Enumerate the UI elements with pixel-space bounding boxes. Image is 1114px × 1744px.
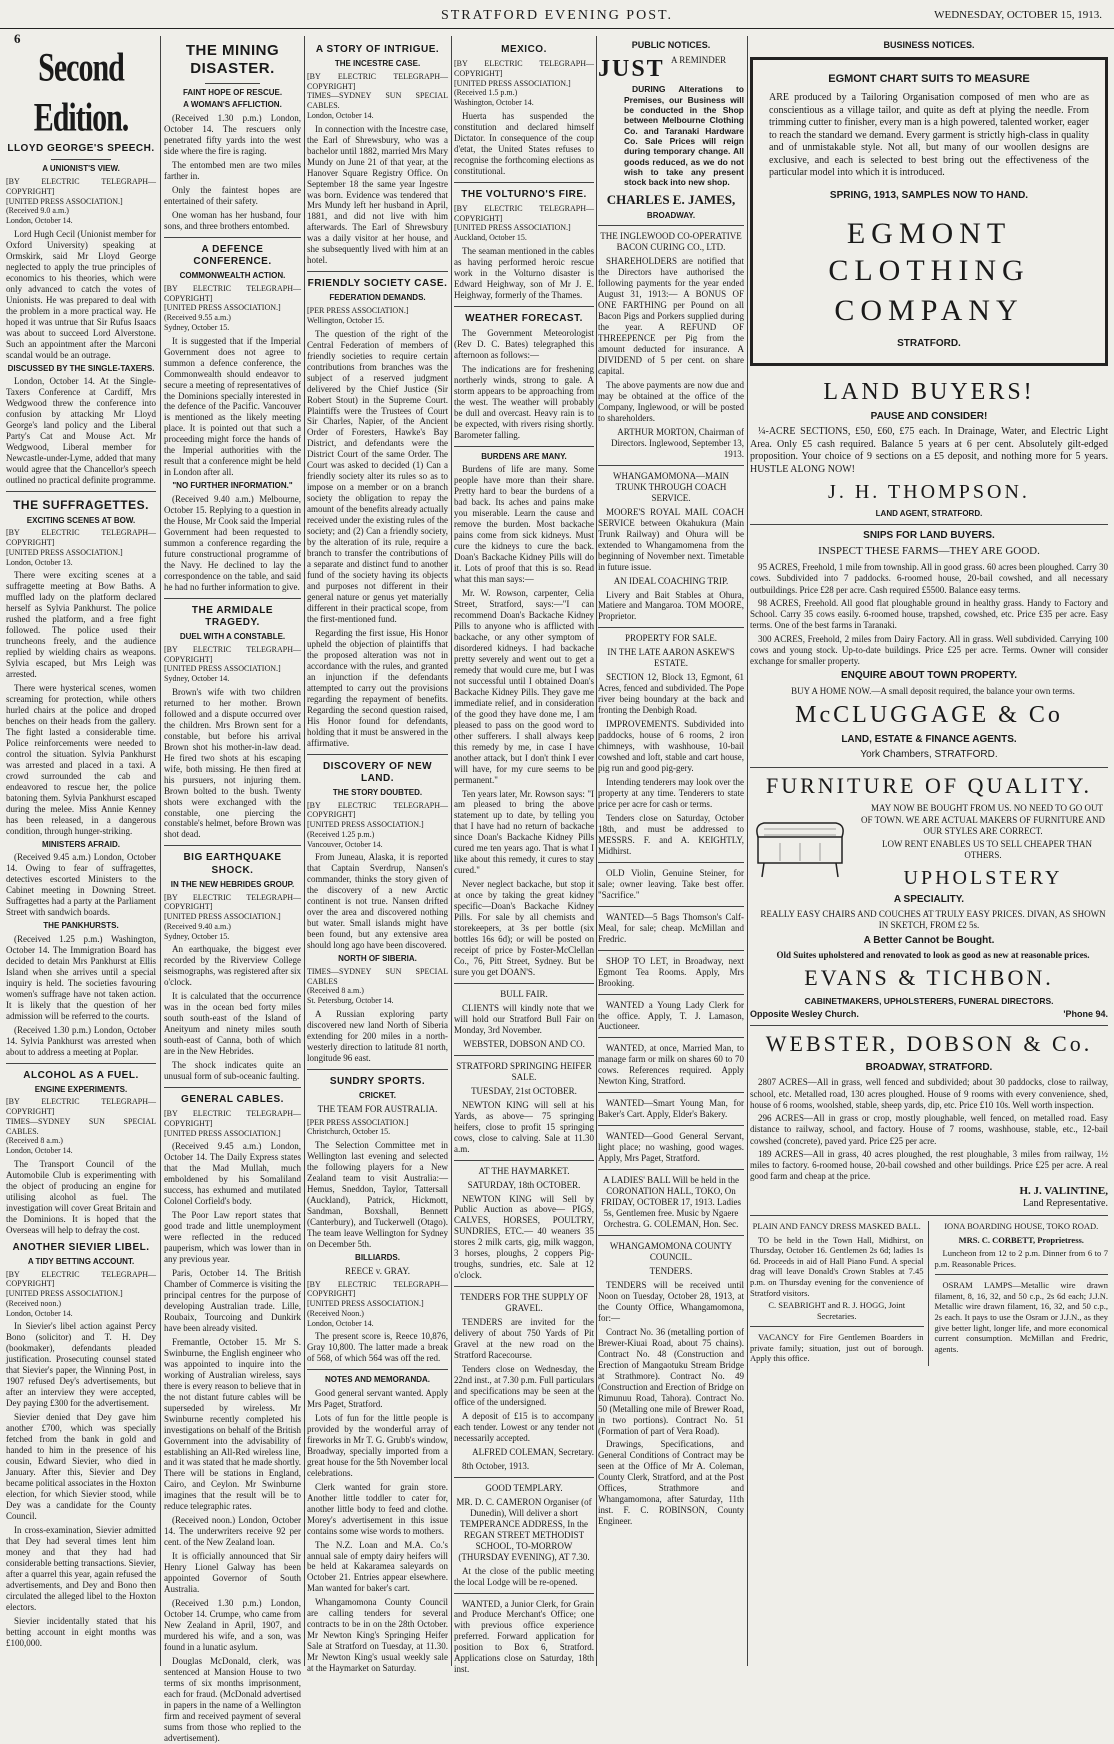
article-paragraph: Mr. W. Rowson, carpenter, Celia Street, Stratford, says:—"I can recommend Doan's Backache Kidney Pills to anyone who is afflicted with backache, or any other symptom of disordered kidneys. I had backache pretty severely and went out to get a remedy that would cure me, but I was not successful until I obtained Doan's Backache Kidney Pills. They gave me immediate relief, and in consideration of the good they have done me, I am pleased to pass on the good word to other sufferers. I shall always keep this remedy by me, in case I have another attack, but I don't think I ever will have, for my cure seems to be permanent." — [454, 588, 594, 785]
ad-signature: WEBSTER, DOBSON AND CO. — [463, 1038, 585, 1049]
column-6 — [750, 38, 1108, 1664]
wire-credit: [BY ELECTRIC TELEGRAPH—COPYRIGHT] [UNITED PRESS ASSOCIATION.] (Received 9.55 a.m.) Sydney, October 15. — [164, 283, 301, 332]
article-paragraph: Lots of fun for the little people is provided by the wonderful array of fireworks in Mr T. G. Grubb's window, Broadway, specially imported from a great house for the 5th November local celebrations. — [307, 1412, 448, 1478]
ad-company: CHARLES E. JAMES, — [606, 191, 736, 207]
ad-heading: FURNITURE OF QUALITY. — [766, 772, 1092, 798]
ad-paragraph: Contract No. 36 (metalling portion of Brewer-Kiuai Road, about 75 chains). Contract No. 48 (Construction and Erection of Mangaotuku Stream Bridge at Strathmore). Contract No. 49 (Construction and Erection of Bridge on Rimunuu Road, Tahora). Contract No. 50 (Metalling one mile of Brewer Road, in two portions). Contract No. 51 (Formation of part of Vera Road). — [598, 1326, 744, 1436]
masthead — [0, 0, 1114, 29]
ad-company: EVANS & TICHBON. — [804, 965, 1054, 991]
subheadline: DUEL WITH A CONSTABLE. — [179, 632, 286, 642]
ad-paragraph: Tenders close on Saturday, October 18th, and must be addressed to MESSRS. F. and A. KEIGHTLY, Midhirst. — [598, 812, 744, 856]
ad-heading: WHANGAMOMONA COUNTY COUNCIL. — [609, 1241, 733, 1262]
ad-subheading: CABINETMAKERS, UPHOLSTERERS, FUNERAL DIRECTORS. — [804, 995, 1054, 1006]
wire-credit: [BY ELECTRIC TELEGRAPH—COPYRIGHT] [UNITED PRESS ASSOCIATION.] (Received 1.5 p.m.) Washington, October 14. — [454, 59, 594, 108]
ad-subheading: A Better Cannot be Bought. — [863, 934, 995, 946]
subheadline: THE INCESTRE CASE. — [334, 59, 421, 69]
article-paragraph: There were hysterical scenes, women screaming for protection, while others hurled chairs at the police and droped benches on their heads from the gallery. The fight lasted a considerable time. Police reinforcements were needed to control the situation. Sylvia Pankhurst was arrested and placed in a taxi. A crowd surrounded the cab and endeavored to rescue her, the police batoning them. Sylvia Pankhurst escaped during the melee. Miss Annie Kenney has been released, in a dangerous condition, through hunger-striking. — [6, 683, 156, 836]
wire-credit: [BY ELECTRIC TELEGRAPH—COPYRIGHT] [UNITED PRESS ASSOCIATION.] (Received noon.) London, October 14. — [6, 1269, 156, 1318]
ad-paragraph: NEWTON KING will sell at his Yards, as above— 75 springing heifers, close to profit 15 springing cows, close to calving. Sale at 11.30 a.m. — [454, 1099, 594, 1154]
subheadline: A UNIONIST'S VIEW. — [42, 164, 120, 174]
headline: SUNDRY SPORTS. — [329, 1075, 426, 1087]
wire-credit: [BY ELECTRIC TELEGRAPH—COPYRIGHT] [UNITED PRESS ASSOCIATION.] London, October 13. — [6, 528, 156, 567]
ad-heading: IONA BOARDING HOUSE, TOKO ROAD. — [944, 1221, 1099, 1232]
headline: GENERAL CABLES. — [181, 1093, 284, 1105]
ad-phone: 'Phone 94. — [1063, 1009, 1108, 1020]
article-paragraph: The shock indicates quite an unusual form of sub-oceanic faulting. — [164, 1059, 301, 1081]
wire-credit: [PER PRESS ASSOCIATION.] Christchurch, October 15. — [307, 1117, 409, 1137]
ad-heading: PLAIN AND FANCY DRESS MASKED BALL. — [752, 1221, 921, 1232]
ad-subheading: MRS. C. CORBETT, Proprietress. — [958, 1234, 1084, 1245]
classified-ad: WANTED—Good General Servant, light place; no washing, good wages. Apply, Mrs Paget, Stratford. — [598, 1131, 744, 1164]
ad-heading: GOOD TEMPLARY. — [485, 1482, 563, 1493]
ad-subheading: A SPECIALITY. — [893, 894, 965, 906]
ad-paragraph: TO be held in the Town Hall, Midhirst, on Thursday, October 16. Gentlemen 2s 6d; ladies 1s 6d. Proceeds in aid of Hall Piano Fund. A special drag will leave Donald's Crown Stables at 7.45 p.m. on Thursday evening for the convenience of Stratford visitors. — [750, 1234, 924, 1298]
article-paragraph: Brown's wife with two children returned to her mother. Brown followed and a dispute occurred over the children. Mrs Brown sent for a constable, but before his arrival Brown shot his mother-in-law dead. He fired two shots at his escaping wife, both missing. He then fired at his pursuers, not injuring them. Brown bolted to the bush. Twenty shots were exchanged with the constable, one piercing the constable's helmet, before Brown was shot dead. — [164, 686, 301, 840]
ad-heading: STRATFORD SPRINGING HEIFER SALE. — [456, 1060, 592, 1082]
ad-heading: IN THE LATE AARON ASKEW'S ESTATE. — [607, 647, 735, 669]
article-paragraph: London, October 14. At the Single-Taxers Conference at Cardiff, Mrs Wedgwood threw the conference into confusion by attacking Mr Lloyd George's land policy and the Liberal Party's Cat and Mouse Act. Mr Wedgwood, Liberal member for Newcastle-under-Lyme, added that many would agree that the Chancellor's speech outlined no practical definite programme. — [6, 376, 156, 485]
article-paragraph: Fremantle, October 15. Mr S. Swinburne, the English engineer who was appointed to inquire into the working of Australian wireless, says there is every reason to believe that in the not distant future cables will be superseded by wireless. Mr Swinburne recently completed his investigations on behalf of the British Government into the advisability of establishing an All-Red wireless line, and it was stated that he made shortly. There will be stations in England, Cairo, and Ceylon. Mr Swinburne imagines that the result will be to reduce telegraphic rates. — [164, 1336, 301, 1512]
headline: A DEFENCE CONFERENCE. — [193, 243, 272, 267]
ad-paragraph: TENDERS will be received until Noon on Tuesday, October 28, 1913, at the County Office, Whangamomona, for:— — [598, 1279, 744, 1323]
ad-company: COMPANY — [834, 294, 1024, 328]
article-paragraph: (Received noon.) London, October 14. The underwriters receive 92 per cent. of the New Zealand loan. — [164, 1515, 301, 1548]
headline: DISCOVERY OF NEW LAND. — [322, 760, 433, 784]
article-paragraph: The Transport Council of the Automobile Club is experimenting with the object of producing an engine for utilising alcohol as fuel. The investigation will cover Great Britain and the Dominions. It is hoped that the Overseas will help to defray the cost. — [6, 1158, 156, 1235]
classified-ad: SHOP TO LET, in Broadway, next Egmont Tea Rooms. Apply, Mrs Brooking. — [598, 955, 744, 988]
article-paragraph: (Received 9.45 a.m.) London, October 14. Owing to fear of suffragettes, detectives escorted Ministers to the Cabinet meeting in Downing Street. Suffragettes had a party at the Parliament Street with sandwich boards. — [6, 852, 156, 918]
ad-company: McCLUGGAGE & Co — [795, 701, 1063, 728]
article-paragraph: The seaman mentioned in the cables as having performed heroic rescue work in the Volturno disaster is Edward Heighway, son of Mr J. E. Heighway, formerly of the Thames. — [454, 245, 594, 300]
ad-paragraph: Livery and Bait Stables at Ohura, Matiere and Mangaroa. TOM MOORE, Proprietor. — [598, 589, 744, 622]
ad-subheading: SPRING, 1913, SAMPLES NOW TO HAND. — [829, 189, 1029, 201]
wire-credit: [BY ELECTRIC TELEGRAPH—COPYRIGHT] [UNITED PRESS ASSOCIATION.] (Received 1.25 p.m.) Vancouver, October 14. — [307, 800, 448, 849]
ad-paragraph: Intending tenderers may look over the property at any time. Tenderers to state price per acre for cash or terms. — [598, 777, 744, 809]
ad-paragraph: REALLY EASY CHAIRS AND COUCHES AT TRULY EASY PRICES. DIVAN, AS SHOWN IN SKETCH, FROM £2 5s. — [760, 909, 1106, 931]
wire-credit: TIMES—SYDNEY SUN SPECIAL CABLES (Received 8 a.m.) St. Petersburg, October 14. — [307, 966, 448, 1006]
wire-credit: [BY ELECTRIC TELEGRAPH—COPYRIGHT] TIMES—SYDNEY SUN SPECIAL CABLES. London, October 14. — [307, 71, 448, 120]
classified-ad: WANTED—5 Bags Thomson's Calf-Meal, for sale; cheap. McMillan and Fredric. — [598, 911, 744, 944]
ad-location: York Chambers, STRATFORD. — [860, 749, 998, 761]
ad-heading: SNIPS FOR LAND BUYERS. — [863, 529, 995, 541]
article-paragraph: Paris, October 14. The British Chamber of Commerce is visiting the principal centres for the purpose of developing Australian trade. Lille, Roubaix, Tourcoing and Dunkirk have been already visited. — [164, 1268, 301, 1333]
ad-paragraph: SECTION 12, Block 13, Egmont, 61 Acres, fenced and subdivided. The Pope river being boundary at the back and fronting the Denbigh Road. — [598, 672, 744, 716]
ad-heading: THE INGLEWOOD CO-OPERATIVE BACON CURING CO., LTD. — [600, 231, 742, 253]
ad-paragraph: IMPROVEMENTS. Subdivided into paddocks, house of 6 rooms, 2 iron chimneys, with washhouse, 10-bail cowshed and loft, stable and cart house, pig run and good pig-gery. — [598, 719, 744, 774]
wire-credit: [BY ELECTRIC TELEGRAPH—COPYRIGHT] [UNITED PRESS ASSOCIATION.] — [164, 1109, 301, 1138]
ad-listing: 98 ACRES, Freehold. All good flat ploughable ground in healthy grass. Handy to Factory and School. Carry 35 cows easily. 6-roomed house, trapshed, cowshed, etc. Price £35 per acre. Easy terms. One of the best farms in Taranaki. — [750, 597, 1108, 631]
article-paragraph: Only the faintest hopes are entertained of their safety. — [164, 184, 301, 206]
column-3 — [307, 38, 448, 1674]
ad-listing: 300 ACRES, Freehold, 2 miles from Dairy Factory. All in grass. Well subdivided. Carrying 100 cows and young stock. Up-to-date buildings. Price £25 per acre. Terms. Owner will consider exchange for smaller property. — [750, 633, 1108, 667]
article-paragraph: In Sievier's libel action against Percy Bono (solicitor) and T. H. Dey (bookmaker), defendants pleaded justification. Prosecuting counsel stated that Sievier's paper, the Winning Post, in 1907 refused Dey's advertisements, but after an interview they were accepted, Dey paying £300 for the advertisement. — [6, 1321, 156, 1409]
subheadline: COMMONWEALTH ACTION. — [179, 271, 286, 281]
ad-paragraph: MR. D. C. CAMERON Organiser (of Dunedin), Will deliver a short TEMPERANCE ADDRESS, In the REGAN STREET METHODIST SCHOOL, TO-MORROW (THURSDAY EVENING), AT 7.30. — [456, 1496, 592, 1562]
subheadline: CRICKET. — [359, 1090, 396, 1100]
article-paragraph: (Received 9.45 a.m.) London, October 14. The Daily Express states that the Mad Mullah, much emboldened by his Somaliland success, has exhumed and mutilated Colonel Corfield's body. — [164, 1141, 301, 1207]
classified-ad: WANTED—Smart Young Man, for Baker's Cart. Apply, Elder's Bakery. — [598, 1098, 744, 1120]
wire-credit: [BY ELECTRIC TELEGRAPH—COPYRIGHT] TIMES—SYDNEY SUN SPECIAL CABLES. (Received 8 a.m.) London, October 14. — [6, 1097, 156, 1156]
egmont-chart-ad — [750, 57, 1108, 366]
ad-paragraph: AN IDEAL COACHING TRIP. — [613, 575, 729, 586]
ad-listing: 2807 ACRES—All in grass, well fenced and subdivided; about 30 paddocks, close to railway, school, etc. Metalled road, 130 acres ploughed. House of 9 rooms with every convenience, shed, house of 6 rooms, woolshed, stable, sheep yards, dip, etc. Price £10 10s. Well worth inspection. — [750, 1077, 1108, 1110]
ad-just: JUST — [598, 55, 665, 82]
column-rule — [451, 36, 452, 1666]
column-rule — [596, 36, 597, 1666]
ad-paragraph: At the close of the public meeting the local Lodge will be re-opened. — [454, 1565, 594, 1587]
classified-ad: WANTED, at once, Married Man, to manage farm or milk on shares 60 to 70 cows. References required. Apply Newton King, Stratford. — [598, 1043, 744, 1087]
column-4 — [454, 38, 594, 1675]
ad-heading: UPHOLSTERY — [903, 866, 1063, 889]
ad-paragraph: SATURDAY, 18th OCTOBER. — [467, 1179, 581, 1190]
ad-paragraph: ARE produced by a Tailoring Organisation composed of men who are as conscientious as a village tailor, and quite as deft at plying the needle. From trimming cutter to finisher, every man is a high powered, talented worker, eager to reach the standard we demand. Every garment is strictly high-class in quality and of unmistakable style. Not all, but many of our woollen designs are exclusive, and each is selected to best bring out the effectiveness of the particular model into which it is introduced. — [769, 92, 1089, 179]
ad-paragraph: LOW RENT ENABLES US TO SELL CHEAPER THAN OTHERS. — [881, 839, 1093, 861]
article-paragraph: (Received 9.40 a.m.) Melbourne, October 15. Replying to a question in the House, Mr Cook said the Imperial Government had been requested to summon a conference regarding the future constructional programme of the Navy. He declined to lay the correspondence on the table, and said he had no further information to give. — [164, 494, 301, 592]
column-rule — [160, 36, 161, 1666]
classified-ad: WANTED a Young Lady Clerk for the office. Apply, T. J. Lamason, Auctioneer. — [598, 999, 744, 1032]
column-5 — [598, 38, 744, 1664]
subheadline: DISCUSSED BY THE SINGLE-TAXERS. — [7, 363, 155, 373]
ad-location: Opposite Wesley Church. — [750, 1009, 859, 1020]
wire-credit: [BY ELECTRIC TELEGRAPH—COPYRIGHT] [UNITED PRESS ASSOCIATION.] (Received 9.0 a.m.) London, October 14. — [6, 177, 156, 226]
article-paragraph: Regarding the first issue, His Honor upheld the objection of plaintiffs that the proposed alteration was not in accordance with the rules, and granted an injunction if the defendants attempted to carry out the provisions regarding the repayment of benefits. Regarding the second question raised, His Honor found for defendants, holding that it must be answered in the affirmative. — [307, 627, 448, 748]
article-paragraph: Good general servant wanted. Apply Mrs Paget, Stratford. — [307, 1387, 448, 1409]
headline: ANOTHER SIEVIER LIBEL. — [12, 1241, 150, 1253]
wire-credit: [PER PRESS ASSOCIATION.] Wellington, October 15. — [307, 306, 409, 325]
ad-listing: 189 ACRES—All in grass, 40 acres ploughed, the rest ploughable, 3 miles from railway, 1½ miles to factory. 6-roomed house, 20-bail cowshed and other buildings. Price £25 per acre. A real good farm and cheap at the price. — [750, 1148, 1108, 1182]
article-paragraph: Clerk wanted for grain store. Another little toddler to cater for, another little body to feed and clothe. Morey's advertisement in this issue contains some wise words to mothers. — [307, 1481, 448, 1536]
article-paragraph: (Received 1.30 p.m.) London, October 14. Sylvia Pankhurst was arrested when about to address a meeting at Poplar. — [6, 1024, 156, 1057]
headline: MEXICO. — [501, 44, 547, 55]
article-paragraph: The N.Z. Loan and M.A. Co.'s annual sale of empty dairy heifers will be held at Kakaramea saleyards on October 21. Entries appear elsewhere. Man wanted for baker's cart. — [307, 1539, 448, 1594]
article-paragraph: It is officially announced that Sir Henry Lionel Galway has been appointed Governor of South Australia. — [164, 1551, 301, 1595]
section-heading: BUSINESS NOTICES. — [883, 40, 975, 50]
subheadline: ENGINE EXPERIMENTS. — [34, 1084, 128, 1094]
ad-paragraph: A deposit of £15 is to accompany each tender. Lowest or any tender not necessarily accepted. — [454, 1410, 594, 1443]
article-paragraph: The present score is, Reece 10,876, Gray 10,800. The latter made a break of 568, of which 564 was off the red. — [307, 1331, 448, 1364]
headline: THE SUFFRAGETTES. — [13, 497, 149, 512]
article-paragraph: It is calculated that the occurrence was in the ocean bed forty miles south south-east of the Island of Aneityum and ninety miles south south-east of Canna, both of which are in the New Hebrides. — [164, 991, 301, 1056]
ad-paragraph: DURING Alterations to Premises, our Business will be conducted in the Shop between Melbourne Clothing Co. and Taranaki Hardware Co. Sale Prices will reign during temporary change. All goods reduced, as we do not wish to take any present stock back into new shop. — [624, 84, 744, 188]
subheadline: A TIDY BETTING ACCOUNT. — [27, 1256, 135, 1266]
subheadline: MINISTERS AFRAID. — [42, 839, 120, 849]
ad-signature: ARTHUR MORTON, Chairman of Directors. Inglewood, September 13, 1913. — [611, 426, 744, 459]
article-paragraph: Burdens of life are many. Some people have more than their share. Pretty hard to bear the burdens of a bad back. Its aches and pains make you miserable. Learn the cause and remove the burden. Most backache pains come from sick kidneys. Must cure the kidneys to cure the back. Doan's Backache Kidney Pills will do it. Lots of proof that this is so. Read what this man says:— — [454, 464, 594, 585]
article-paragraph: It is suggested that if the Imperial Government does not agree to summon a defence conference, the Commonwealth should endeavor to secure a meeting of representatives of the Dominions specially interested in the defence of the Pacific. Vancouver is mentioned as the likely meeting place. It is pointed out that such a proceeding might force the hands of the Imperial authorities with the result that a conference might be held in London after all. — [164, 335, 301, 478]
page-number: 6 — [14, 31, 21, 46]
article-paragraph: The question of the right of the Central Federation of members of friendly societies to require certain contributions from branches was the subject of a reserved judgment delivered by the Chief Justice (Sir Robert Stout) in the Supreme Court. Plaintiffs were the Trustees of Court Sir Charles, Napier, of the Ancient Order of Foresters, Hawke's Bay District, and defendants were the District Court of the same Order. The Court was asked to decided (1) Can a friendly society alter its rules so as to impose on a member or on a branch society the obligation to repay the amount of the benefits already actually received under the existing rules of the society; and (2) Can a friendly society, by the alteration of its rule, require a branch to transfer the contributions of a separate and distinct fund to another fund of the society having its objects and purposes not different in their general nature or genus yet materially different in their practical scope, from the first-mentioned fund. — [307, 328, 448, 624]
classified-ad: OLD Violin, Genuine Steiner, for sale; owner leaving. Take best offer. "Sacrifice." — [598, 867, 744, 900]
ad-reminder: A REMINDER — [670, 54, 727, 65]
article-paragraph: (Received 1.25 p.m.) Washington, October 14. The Immigration Board has decided to detain Mrs Pankhurst at Ellis Island when she arrives until a special inquiry is held. The societies favouring women's suffrage have not taken action. It is likely that the question of her admission will be referred to the courts. — [6, 933, 156, 1021]
ad-signature: ALFRED COLEMAN, Secretary. — [472, 1446, 594, 1457]
ad-heading: WHANGAMOMONA—MAIN TRUNK THROUGH COACH SERVICE. — [613, 470, 729, 503]
ad-paragraph: MAY NOW BE BOUGHT FROM US. NO NEED TO GO OUT OF TOWN. WE ARE ACTUAL MAKERS OF FURNITURE AND OUR STYLES ARE CORRECT. — [861, 803, 1105, 836]
ad-signature: H. J. VALINTINE, — [1019, 1184, 1108, 1197]
ad-date: 8th October, 1913. — [462, 1460, 530, 1471]
ad-paragraph: NEWTON KING will Sell by Public Auction as above— PIGS, CALVES, HORSES, POULTRY, SUNDRIES, ETC.— 40 weaners 35 stores 2 milk carts, gig, milk waggon, 3 horses, ploughs, 2 coppers Pig-troughs, sundries, etc. Sale at 12 o'clock. — [454, 1193, 594, 1281]
headline: THE VOLTURNO'S FIRE. — [461, 188, 587, 200]
ad-location: BROADWAY. — [646, 210, 696, 220]
subheadline: FAINT HOPE OF RESCUE. — [182, 87, 283, 97]
ad-paragraph: Tenders close on Wednesday, the 22nd inst., at 7.30 p.m. Full particulars and specifications may be seen at the office of the undersigned. — [454, 1364, 594, 1407]
ad-paragraph: BUY A HOME NOW.—A small deposit required, the balance your own terms. — [791, 685, 1075, 696]
headline: A STORY OF INTRIGUE. — [315, 44, 440, 55]
article-paragraph: Douglas McDonald, clerk, was sentenced at Mansion House to two terms of six months imprisonment, each for fraud. (McDonald advertised in papers in the name of a Wellington firm and received payment of several sums from those who replied to the advertisement). — [164, 1655, 301, 1743]
ad-signature: Land Representative. — [1023, 1197, 1108, 1209]
classified-ad: VACANCY for Fire Gentlemen Boarders in private family; situation, just out of borough. Apply this office. — [750, 1331, 924, 1364]
headline: THE MINING DISASTER. — [185, 42, 280, 78]
ad-listing: 296 ACRES—All in grass or crop, mostly ploughable, well fenced, on metalled road. Easy distance to railway, school, and factory. House of 7 rooms, washhouse, stable, etc., 12-bail cowshed (concrete), paved yard. Price £25 per acre. — [750, 1113, 1108, 1146]
article-paragraph: The Selection Committee met in Wellington last evening and selected the following players for a New Zealand team to visit Australia:—Hemus, Sneddon, Taylor, Tattersall (Auckland), Patrick, Hickmott, Sandman, Boxshall, Bennett (Canterbury), and Tuckerwell (Otago). The team leave Wellington for Sydney on December 5th. — [307, 1140, 448, 1249]
wire-credit: [BY ELECTRIC TELEGRAPH—COPYRIGHT] [UNITED PRESS ASSOCIATION.] Sydney, October 14. — [164, 644, 301, 684]
subheadline: BURDENS ARE MANY. — [481, 451, 567, 461]
article-paragraph: Sievier incidentally stated that his betting account in eight months was £100,000. — [6, 1615, 156, 1648]
headline: ALCOHOL AS A FUEL. — [23, 1069, 139, 1081]
article-paragraph: A Russian exploring party discovered new land North of Siberia extending for 200 miles in a north-westerly direction to latitude 81 north, longitude 96 east. — [307, 1008, 448, 1063]
wire-credit: [BY ELECTRIC TELEGRAPH—COPYRIGHT] [UNITED PRESS ASSOCIATION.] Auckland, October 15. — [454, 203, 594, 243]
subheadline: EXCITING SCENES AT BOW. — [26, 515, 136, 525]
ad-paragraph: Old Suites upholstered and renovated to look as good as new at reasonable prices. — [776, 949, 1090, 960]
article-paragraph: The indications are for freshening northerly winds, strong to gale. A storm appears to be approaching from the west. The weather will probably be dull and overcast. Heavy rain is to be expected, with rivers rising shortly. Barometer falling. — [454, 363, 594, 440]
ad-heading: TENDERS FOR THE SUPPLY OF GRAVEL. — [459, 1292, 589, 1314]
article-paragraph: Ten years later, Mr. Rowson says: "I am pleased to bring the above statement up to date, by telling you that I have had no return of backache since Doan's Backache Kidney Pills cured me ten years ago. That is what I like about this remedy, it cures to stay cured." — [454, 788, 594, 876]
edition-heading: Second Edition. — [33, 45, 129, 140]
ad-paragraph: SHAREHOLDERS are notified that the Directors have authorised the following payments for the year ended August 31, 1913:— A BONUS OF ONE FARTHING per Pound on all Bacon Pigs and Porkers supplied during the year. A REFUND OF THREEPENCE per Pig from the amount deducted for insurance. A DIVIDEND of 5 per cent. on share capital. — [598, 256, 744, 377]
ad-paragraph: A LADIES' BALL Will be held in the CORONATION HALL, TOKO, On FRIDAY, OCTOBER 17, 1913. Ladies 5s, Gentlemen free. Music by Ngaere Orchestra. G. COLEMAN, Hon. Sec. — [600, 1175, 742, 1230]
ad-location: BROADWAY, STRATFORD. — [865, 1062, 993, 1074]
ad-paragraph: TUESDAY, 21st OCTOBER. — [471, 1085, 577, 1096]
column-rule — [304, 36, 305, 1666]
article-paragraph: Whangamomona County Council are calling tenders for several contracts to be in on the 28th October. Mr Newton King's Springing Heifer Sale at Stratford on Tuesday, at 11.30. Mr Newton King's usual weekly sale at the Haymarket on Saturday. — [307, 1597, 448, 1674]
ad-location: STRATFORD. — [897, 337, 961, 349]
headline: WEATHER FORECAST. — [465, 312, 583, 324]
ad-heading: LAND BUYERS! — [823, 379, 1035, 406]
article-paragraph: The entombed men are two miles farther in. — [164, 159, 301, 181]
headline: THE ARMIDALE TRAGEDY. — [191, 604, 274, 628]
subheadline: REECE v. GRAY. — [345, 1265, 410, 1276]
subheadline: IN THE NEW HEBRIDES GROUP. — [170, 879, 295, 889]
subheadline: BILLIARDS. — [355, 1252, 400, 1262]
ad-subheading: INSPECT THESE FARMS—THEY ARE GOOD. — [818, 544, 1040, 557]
article-paragraph: From Juneau, Alaska, it is reported that Captain Sverdrup, Nansen's commander, thinks the story given of the discovery of a new Arctic continent is not true. Nansen drifted over the area and discovered nothing but water. Small islands might have been found, but any extensive area should long ago have been discovered. — [307, 852, 448, 951]
ad-heading: BULL FAIR. — [500, 988, 548, 999]
subheadline: THE PANKHURSTS. — [43, 921, 119, 931]
issue-date: WEDNESDAY, OCTOBER 15, 1913. — [934, 9, 1102, 21]
headline: LLOYD GEORGE'S SPEECH. — [7, 143, 155, 155]
column-rule — [747, 36, 748, 1666]
headline: BIG EARTHQUAKE SHOCK. — [183, 852, 282, 876]
article-paragraph: An earthquake, the biggest ever recorded by the Riverview College seismographs, was registered after six o'clock. — [164, 944, 301, 988]
article-paragraph: Never neglect backache, but stop it at once by taking the great kidney specific—Doan's Backache Kidney Pills. For sale by all chemists and storekeepers, at 3s per bottle (six bottles 16s 6d); or will be posted on receipt of price by Foster-McClellan Co., 76, Pitt Street, Sydney. But be sure you get DOAN'S. — [454, 879, 594, 977]
ad-heading: TENDERS. — [649, 1265, 693, 1276]
ad-heading: EGMONT CHART SUITS TO MEASURE — [828, 72, 1030, 85]
ad-subheading: LAND, ESTATE & FINANCE AGENTS. — [841, 734, 1017, 746]
subheadline: FEDERATION DEMANDS. — [329, 293, 426, 303]
wire-credit: [BY ELECTRIC TELEGRAPH—COPYRIGHT] [UNITED PRESS ASSOCIATION.] (Received 9.40 a.m.) Sydney, October 15. — [164, 892, 301, 941]
article-paragraph: (Received 1.30 p.m.) London, October 14. Crumpe, who came from New Zealand in April, 1907, and murdered his wife, and a son, was found in a lunatic asylum. — [164, 1598, 301, 1652]
ad-location: LAND AGENT, STRATFORD. — [875, 508, 983, 518]
ad-paragraph: The above payments are now due and may be obtained at the office of the Company, Inglewood, or will be posted to shareholders. — [598, 380, 744, 423]
subheadline: THE TEAM FOR AUSTRALIA. — [317, 1103, 438, 1114]
ad-company: WEBSTER, DOBSON & Co. — [765, 1031, 1093, 1057]
section-heading: PUBLIC NOTICES. — [631, 40, 711, 50]
subheadline: NOTES AND MEMORANDA. — [324, 1375, 431, 1385]
article-paragraph: The Government Meteorologist (Rev D. C. Bates) telegraphed this afternoon as follows:— — [454, 327, 594, 360]
ad-heading: PROPERTY FOR SALE. — [625, 633, 717, 644]
article-paragraph: In cross-examination, Sievier admitted that Dey had several times lent him money and that they had had considerable betting transactions. Sievier, after a quarrel this year, again refused the advertisements, and Dey and Bono then circulated the alleged libel to the Hoxton electors. — [6, 1524, 156, 1612]
article-paragraph: Sievier denied that Dey gave him another £700, which was specially fetched from the bank in gold and handed to him in the presence of his cousin, Edward Sievier, who died in January. After this, Sievier and Dey became political associates in the Hoxton election, for which Sievier stood, while Dey was a candidate for the County Council. — [6, 1412, 156, 1521]
ad-paragraph: Drawings, Specifications, and General Conditions of Contract may be seen at the Office of Mr A. Coleman, County Clerk, Stratford, and at the Post Offices, Strathmore and Whangamomona, after Saturday, 11th inst. F. C. ROBINSON, County Engineer. — [598, 1439, 744, 1527]
column-1 — [6, 38, 156, 1664]
article-paragraph: (Received 1.30 p.m.) London, October 14. The rescuers only penetrated fifty yards into the west side where the fire is raging. — [164, 113, 301, 156]
ad-listing: 95 ACRES, Freehold, 1 mile from township. All in good grass. 60 acres been ploughed. Carry 30 cows. Subdivided into 7 paddocks. 6-roomed house, 20-bail cowshed, and all necessary outbuildings. Price £28 per acre. Cash required £5500. Balance easy terms. — [750, 562, 1108, 595]
ad-paragraph: TENDERS are invited for the delivery of about 750 Yards of Pit Gravel at the new road on the Stratford Racecourse. — [454, 1317, 594, 1361]
subheadline: A WOMAN'S AFFLICTION. — [183, 100, 282, 110]
ad-paragraph: MOORE'S ROYAL MAIL COACH SERVICE between Okahukura (Main Trunk Railway) and Ohura will be extended to Whangamomena from the beginning of November next. Timetable in future issue. — [598, 506, 744, 572]
ad-paragraph: CLIENTS will kindly note that we will hold our Stratford Bull Fair on Monday, 3rd November. — [454, 1002, 594, 1035]
article-paragraph: Huerta has suspended the constitution and declared himself Dictator. In consequence of the coup d'etat, the United States refuses to recognise the forthcoming elections as constitutional. — [454, 110, 594, 176]
column-2 — [164, 38, 301, 1743]
ad-paragraph: Luncheon from 12 to 2 p.m. Dinner from 6 to 7 p.m. Reasonable Prices. — [934, 1247, 1108, 1269]
subheadline: THE STORY DOUBTED. — [332, 787, 423, 797]
ad-subheading: PAUSE AND CONSIDER! — [870, 411, 988, 423]
classified-ad: OSRAM LAMPS—Metallic wire drawn filament, 8, 16, 32, and 50 c.p., 2s 6d each; J.J.N. Metallic wire drawn filament, 16, 32, and 50 c.p., 2s each. It pays to use the Osram or J.J.N., as they give better light, longer life, and more economical current consumption. McMillan and Fredric, agents. — [934, 1280, 1108, 1354]
sofa-sketch-icon — [750, 807, 850, 887]
ad-company: J. H. THOMPSON. — [828, 481, 1030, 504]
wire-credit: [BY ELECTRIC TELEGRAPH—COPYRIGHT] [UNITED PRESS ASSOCIATION.] (Received Noon.) London, October 14. — [307, 1279, 448, 1328]
article-paragraph: Lord Hugh Cecil (Unionist member for Oxford University) speaking at Ormskirk, said Mr Lloyd George neglected to apply the true principles of economics to his theories, which were only advanced to catch the votes of Unionists. He was prepared to deal with the problem in a more practical way. He hoped it was untrue that Sir Rufus Isaacs was about to succeed Lord Alverstone. Such an appointment after the Marconi scandal would be an outrage. — [6, 228, 156, 360]
subheadline: "NO FURTHER INFORMATION." — [172, 481, 293, 491]
ad-subheading: ENQUIRE ABOUT TOWN PROPERTY. — [840, 670, 1018, 682]
headline: FRIENDLY SOCIETY CASE. — [307, 278, 448, 290]
ad-heading: AT THE HAYMARKET. — [478, 1165, 570, 1176]
article-paragraph: There were exciting scenes at a suffragette meeting at Bow Baths. A muffled lady on the platform declared herself as Sylvia Pankhurst. The police rushed the platform, and a free fight followed. The police used their truncheons freely, and the audience replied by wielding chairs as weapons. Sylvia escaped, but Mrs Leigh was arrested. — [6, 570, 156, 680]
ad-paragraph: ¼-ACRE SECTIONS, £50, £60, £75 each. In Drainage, Water, and Electric Light Area. Only £5 cash required. Balance 5 years at 6 per cent. Absolutely gilt-edged proposition. Your choice of 9 sections on a £5 deposit, and nothing more for 5 years. HUSTLE ALONG NOW! — [750, 426, 1108, 475]
ad-company: EGMONT CLOTHING — [828, 217, 1030, 287]
article-paragraph: The Poor Law report states that good trade and little unemployment were reflected in the reduced pauperism, which was lower than in any previous year. — [164, 1210, 301, 1265]
article-paragraph: One woman has her husband, four sons, and three brothers entombed. — [164, 209, 301, 231]
ad-signature: C. SEABRIGHT and R. J. HOGG, Joint Secretaries. — [768, 1300, 906, 1321]
article-paragraph: In connection with the Incestre case, the Earl of Shrewsbury, who was a bachelor until 1882, married Mrs Mary Mundy on June 21 of that year, at the Hanover Square Registry Office. On September 18 the same year Ingestre was born. Evidence was tendered that Mrs Mundy left her husband in April, 1881, and did not live with him afterwards. The Earl of Shrewsbury was a daily visitor at her house, and she subsequently lived with him at an hotel. — [307, 123, 448, 266]
newspaper-title: STRATFORD EVENING POST. — [440, 8, 674, 23]
subheadline: NORTH OF SIBERIA. — [338, 954, 417, 964]
ad-paragraph: WANTED, a Junior Clerk, for Grain and Produce Merchant's Office; one with previous office experience preferred. Forward application for position to Box 6, Stratford. Applications close on Saturday, 18th inst. — [454, 1598, 594, 1675]
